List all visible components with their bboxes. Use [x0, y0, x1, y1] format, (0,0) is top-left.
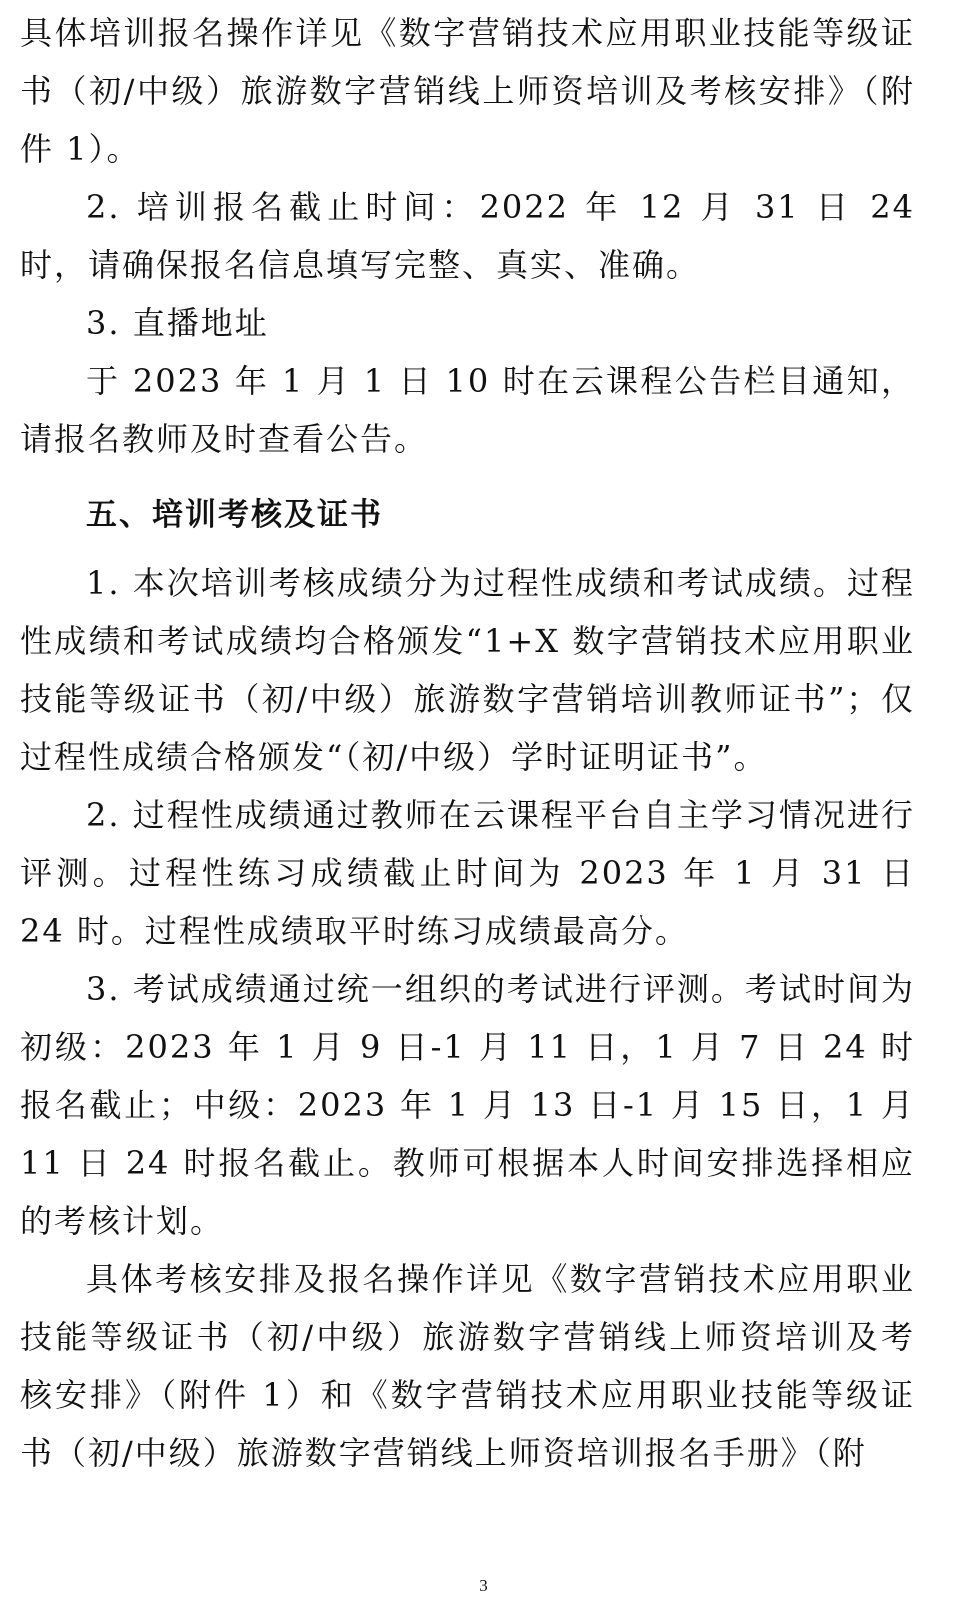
document-body [20, 0, 915, 1482]
paragraph-assessment-details: 具体考核安排及报名操作详见《数字营销技术应用职业技能等级证书（初/中级）旅游数字营销线上师资培训及考核安排》（附件 1）和《数字营销技术应用职业技能等级证书（初/中级）旅游数字营销线上师资培训报名手册》（附 [20, 1260, 915, 1472]
paragraph-registration-deadline: 2. 培训报名截止时间：2022 年 12 月 31 日 24 时，请确保报名信息填写完整、真实、准确。 [20, 188, 915, 284]
page-number: 3 [479, 1576, 488, 1595]
paragraph-exam-schedule: 3. 考试成绩通过统一组织的考试进行评测。考试时间为初级：2023 年 1 月 9 日-1 月 11 日，1 月 7 日 24 时报名截止；中级：2023 年 1 月 13 日-1 月 15 日，1 月 11 日 24 时报名截止。教师可根据本人时间安排选择相应的考核计划。 [20, 970, 915, 1240]
paragraph-enrollment-details: 具体培训报名操作详见《数字营销技术应用职业技能等级证书（初/中级）旅游数字营销线上师资培训及考核安排》（附件 1）。 [20, 14, 915, 168]
paragraph-livestream-heading: 3. 直播地址 [86, 304, 269, 342]
paragraph-assessment-scores: 1. 本次培训考核成绩分为过程性成绩和考试成绩。过程性成绩和考试成绩均合格颁发“1+X 数字营销技术应用职业技能等级证书（初/中级）旅游数字营销培训教师证书”；仅过程性成绩合格颁发“（初/中级）学时证明证书”。 [20, 564, 915, 776]
section-heading: 五、培训考核及证书 [86, 497, 383, 533]
paragraph-process-scores: 2. 过程性成绩通过教师在云课程平台自主学习情况进行评测。过程性练习成绩截止时间为 2023 年 1 月 31 日 24 时。过程性成绩取平时练习成绩最高分。 [20, 796, 915, 950]
paragraph-livestream-notice: 于 2023 年 1 月 1 日 10 时在云课程公告栏目通知，请报名教师及时查看公告。 [20, 362, 915, 458]
